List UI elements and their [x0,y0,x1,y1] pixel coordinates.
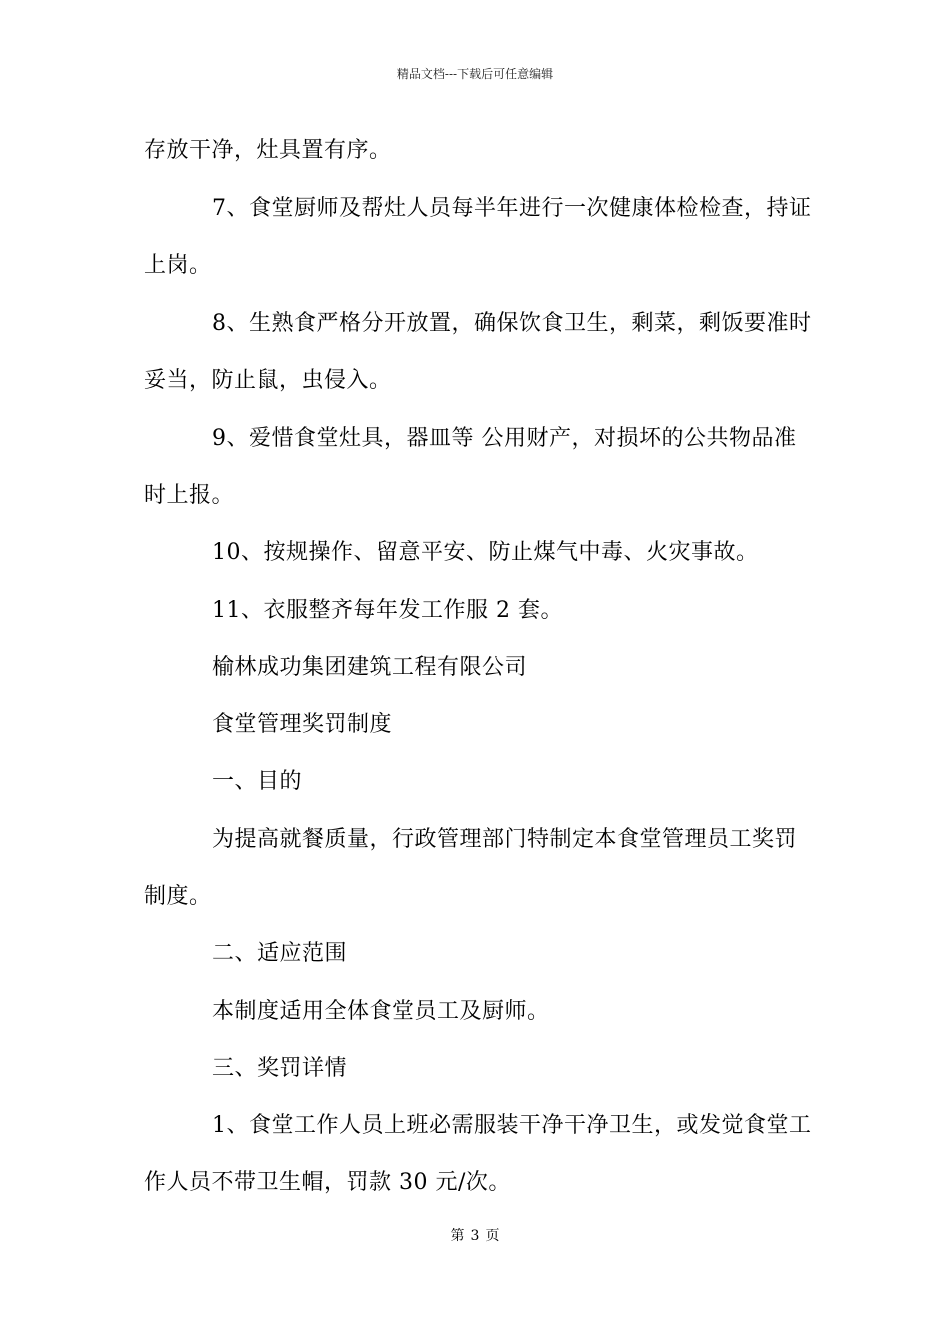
paragraph-line: 上岗。 [144,253,212,278]
page-number: 3 [470,1228,480,1244]
paragraph-line: 榆林成功集团建筑工程有限公司 [212,655,528,680]
page-number-suffix: 页 [485,1228,500,1244]
paragraph-line: 食堂管理奖罚制度 [212,712,393,737]
paragraph-line: 10、按规操作、留意平安、防止煤气中毒、火灾事故。 [212,540,759,565]
paragraph-line: 作人员不带卫生帽，罚款 30 元/次。 [144,1170,511,1195]
paragraph-line: 本制度适用全体食堂员工及厨师。 [212,999,550,1024]
paragraph-line: 存放干净，灶具置有序。 [144,138,392,163]
section-heading: 一、目的 [212,769,303,794]
section-heading: 三、奖罚详情 [212,1056,348,1081]
page-number-prefix: 第 [450,1228,465,1244]
paragraph-line: 7、食堂厨师及帮灶人员每半年进行一次健康体检检查，持证 [212,196,812,221]
paragraph-line: 制度。 [144,884,212,909]
paragraph-line: 9、爱惜食堂灶具，器皿等 公用财产，对损坏的公共物品准 [212,426,797,451]
paragraph-line: 妥当，防止鼠，虫侵入。 [144,368,392,393]
paragraph-line: 时上报。 [144,483,235,508]
section-heading: 二、适应范围 [212,941,348,966]
paragraph-line: 1、食堂工作人员上班必需服装干净干净卫生，或发觉食堂工 [212,1113,812,1138]
page-footer [0,1226,950,1246]
page-header: 精品文档---下载后可任意编辑 [396,67,554,81]
paragraph-line: 为提高就餐质量，行政管理部门特制定本食堂管理员工奖罚 [212,827,798,852]
paragraph-line: 11、衣服整齐每年发工作服 2 套。 [212,598,563,623]
paragraph-line: 8、生熟食严格分开放置，确保饮食卫生，剩菜，剩饭要准时 [212,311,812,336]
